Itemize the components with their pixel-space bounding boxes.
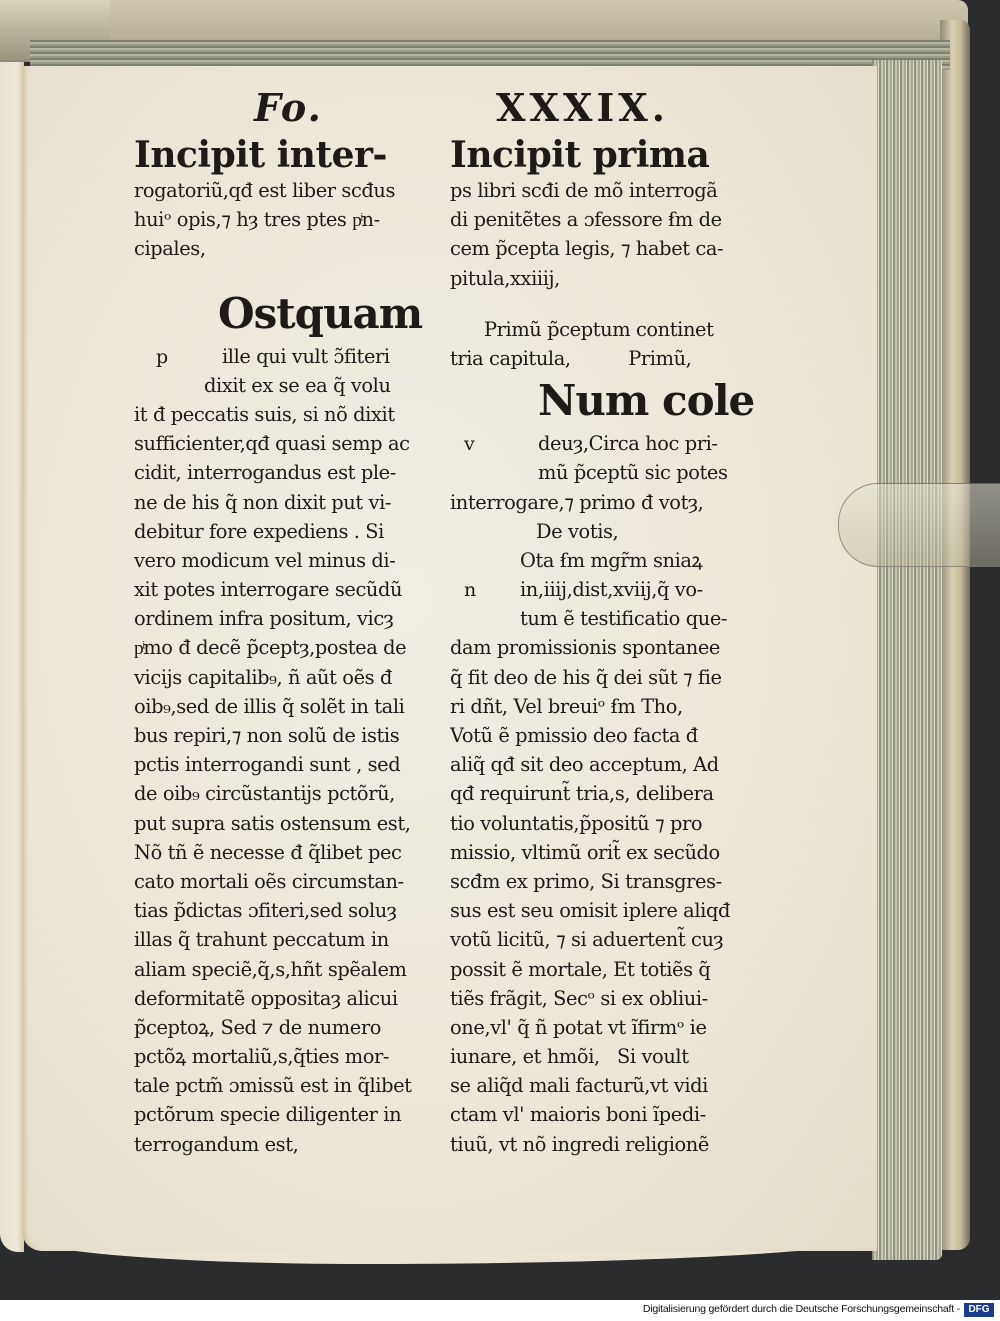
text-line: put supra satis ostensum est, xyxy=(134,811,411,835)
text-line: ille qui vult ɔ̃fiteri xyxy=(222,344,390,368)
text-line: mũ p̃ceptũ sic potes xyxy=(538,461,728,485)
text-line: vicijs capitalib₉, ñ aũt oẽs đ xyxy=(134,665,392,689)
text-line: qđ requirunt̃ tria,s, delibera xyxy=(450,782,714,806)
folio-label: Fo. xyxy=(254,85,323,130)
text-line: xit potes interrogare secũdũ xyxy=(134,578,403,602)
heading-line: pitula,xxiiij, xyxy=(450,266,560,290)
text-line: missio, vltimũ orit̃ ex secũdo xyxy=(450,840,720,864)
left-text-column xyxy=(134,84,432,1159)
right-text-column xyxy=(450,84,755,1159)
heading-line: rogatoriũ,qđ est liber scđus xyxy=(134,179,396,202)
heading-line: ps libri scđi de mõ interrogã xyxy=(450,179,718,202)
text-line: tiẽs frãgit, Secᵒ si ex obliui- xyxy=(450,986,708,1010)
text-line: ordinem infra positum, vicȝ xyxy=(134,607,394,631)
text-line: se aliq̃d mali facturũ,vt vidi xyxy=(450,1074,708,1098)
text-line: in,iiij,dist,xviij,q̃ vo- xyxy=(520,578,703,602)
right-heading: Incipit prima xyxy=(450,134,710,176)
page-stack-fore-edge xyxy=(872,60,942,1260)
text-line: bus repiri,⁊ non solũ de istis xyxy=(134,724,400,747)
text-line: iunare, et hmõi, Si voult xyxy=(450,1045,689,1069)
text-line: sus est seu omisit iplere aliqđ xyxy=(450,899,730,923)
dfg-logo-icon: DFG xyxy=(964,1303,994,1317)
text-line: oib₉,sed de illis q̃ solẽt in tali xyxy=(134,694,405,718)
book-cover-right-edge xyxy=(940,20,970,1250)
text-line: tias p̃dictas ɔfiteri,sed soluȝ xyxy=(134,899,397,923)
spacer xyxy=(134,264,432,286)
guide-letter: n xyxy=(464,579,476,602)
digitization-footer xyxy=(0,1300,1000,1321)
text-line: p̃ceptoꝝ, Sed ⁊ de numero xyxy=(134,1015,381,1039)
text-line: pctõrum specie diligenter in xyxy=(134,1103,402,1127)
text-line: vero modicum vel minus di- xyxy=(134,548,396,572)
text-line: sufficienter,qđ quasi semp ac xyxy=(134,432,410,456)
text-line: deformitatẽ oppositaȝ alicui xyxy=(134,986,398,1010)
text-line: debitur fore expediens . Si xyxy=(134,519,384,543)
text-line: Ota ẜm mgr̃m sniaꝝ xyxy=(520,548,703,572)
text-line: cidit, interrogandus est ple- xyxy=(134,461,396,485)
text-line: votũ licitũ, ⁊ si aduertent̃ cuȝ xyxy=(450,928,724,952)
text-line: aliq̃ qđ sit deo acceptum, Ad xyxy=(450,753,719,777)
text-line: it đ peccatis suis, si nõ dixit xyxy=(134,402,395,426)
text-line: dixit ex se ea q̃ volu xyxy=(204,373,391,397)
text-line: pͥmo đ decẽ p̃ceptȝ,postea de xyxy=(134,636,407,660)
heading-line: cem p̃cepta legis, ⁊ habet ca- xyxy=(450,237,724,261)
text-line: q̃ fit deo de his q̃ dei sũt ⁊ fie xyxy=(450,665,722,689)
initial-word: Ostquam xyxy=(218,288,423,338)
text-line: ctam vl' maioris boni ĩpedi- xyxy=(450,1103,706,1127)
text-line: ne de his q̃ non dixit put vi- xyxy=(134,490,392,514)
text-line: illas q̃ trahunt peccatum in xyxy=(134,928,389,952)
text-line: tum ẽ testificatio que- xyxy=(520,607,728,631)
text-line: tale pctm̃ ɔmissũ est in q̃libet xyxy=(134,1074,412,1098)
text-line: cato mortali oẽs circumstan- xyxy=(134,869,404,893)
text-line: scđm ex primo, Si transgres- xyxy=(450,869,722,893)
text-line: dam promissionis spontanee xyxy=(450,636,720,660)
text-line: terrogandum est, xyxy=(134,1132,299,1156)
heading-line: di penitẽtes a ɔfessore ẜm de xyxy=(450,208,722,232)
initial-word: Num cole xyxy=(538,376,755,426)
heading-line: huiᵒ opis,⁊ hȝ tres ptes pͥn- xyxy=(134,208,380,232)
text-line: pctis interrogandi sunt , sed xyxy=(134,753,401,777)
text-line: deuȝ,Circa hoc pri- xyxy=(538,432,718,456)
text-line: Nõ tñ ẽ necesse đ q̃libet pec xyxy=(134,840,402,864)
folio-number: XXXIX. xyxy=(496,85,669,130)
text-line: Votũ ẽ pmissio deo facta đ xyxy=(450,724,698,747)
guide-letter: v xyxy=(464,433,475,456)
guide-letter: p xyxy=(156,345,168,368)
funding-credit: Digitalisierung gefördert durch die Deutsche Forschungsgemeinschaft - xyxy=(642,1303,960,1315)
spacer xyxy=(450,293,745,315)
subheading: De votis, xyxy=(536,519,619,543)
text-line: one,vl' q̃ ñ potat vt ĩfirmᵒ ie xyxy=(450,1015,707,1039)
text-line: de oib₉ circũstantijs pctõrũ, xyxy=(134,782,395,806)
text-line: possit ẽ mortale, Et totiẽs q̃ xyxy=(450,957,711,981)
text-line: interrogare,⁊ primo đ votȝ, xyxy=(450,490,704,514)
text-line: tiuũ, vt nõ ingredi religionẽ xyxy=(450,1132,709,1156)
text-line: tio voluntatis,p̃positũ ⁊ pro xyxy=(450,811,703,835)
heading-line: cipales, xyxy=(134,237,206,261)
precept-line: tria capitula, Primũ, xyxy=(450,346,692,370)
glass-page-clip xyxy=(838,483,1000,567)
text-line: aliam speciẽ,q̃,s,hñt spẽalem xyxy=(134,957,407,981)
precept-line: Primũ p̃ceptum continet xyxy=(484,317,714,341)
text-line: ri dñt, Vel breuiᵒ ẜm Tho, xyxy=(450,694,683,718)
left-facing-page xyxy=(0,62,24,1252)
left-heading: Incipit inter- xyxy=(134,134,387,176)
text-line: pctõꝝ mortaliũ,s,q̃ties mor- xyxy=(134,1045,390,1069)
